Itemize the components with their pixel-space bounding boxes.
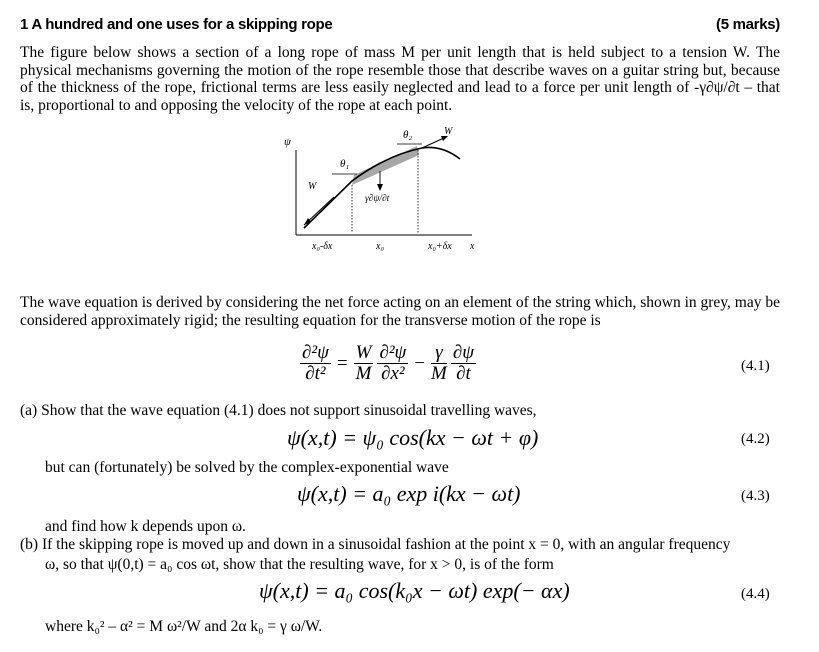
eq41-t4-den: ∂t [456,363,471,384]
part-a-mid: but can (fortunately) be solved by the complex-exponential wave [45,459,449,476]
eq41-t1-num: W [355,342,372,363]
equation-4-1 [298,343,478,384]
friction-label: γ∂ψ/∂t [365,194,390,204]
tick-x0: x₀ [376,241,384,252]
question-title: 1 A hundred and one uses for a skipping rope [20,16,333,33]
rope-curve [304,147,460,228]
equation-4-4: ψ(x,t) = a₀ cos(k₀x − ωt) exp(− αx) [259,578,570,603]
derivation-paragraph: The wave equation is derived by considering the net force acting on an element of the string which, shown in grey, may be considered approximately rigid; the resulting equation for the transverse motion of the rope is [20,294,780,329]
eq41-equals: = [336,352,348,374]
eq41-t2-den: ∂x² [381,363,405,384]
part-b-end: where k₀² – α² = M ω²/W and 2α k₀ = γ ω/W. [45,618,323,635]
eq42-number: (4.2) [741,431,770,447]
eq43-number: (4.3) [741,488,770,504]
eq41-number: (4.1) [741,358,770,374]
part-b-line2: ω, so that ψ(0,t) = a₀ cos ωt, show that the resulting wave, for x > 0, is of the form [45,556,554,573]
theta2-label: θ₂ [403,129,413,141]
part-a-end: and find how k depends upon ω. [45,518,246,535]
eq41-t2-num: ∂²ψ [379,342,407,363]
eq41-t4-num: ∂ψ [452,342,475,363]
theta1-label: θ₁ [340,158,350,170]
equation-4-2: ψ(x,t) = ψ₀ cos(kx − ωt + φ) [287,425,539,450]
tension-left-label: W [308,181,317,192]
equation-4-3: ψ(x,t) = a₀ exp i(kx − ωt) [297,481,521,506]
eq41-minus: − [414,352,426,374]
psi-axis-label: ψ [284,136,291,148]
part-a-text: (a) Show that the wave equation (4.1) does not support sinusoidal travelling waves, [20,402,537,419]
eq44-number: (4.4) [741,586,770,602]
tension-right-label: W [444,126,453,137]
eq41-t3-den: M [431,363,447,384]
arrow-head-icon [377,184,383,191]
eq41-lhs-num: ∂²ψ [302,342,329,363]
tick-x0-plus: x₀+δx [428,241,452,252]
rope-figure [282,125,492,260]
tick-x: x [470,241,475,252]
eq41-lhs-den: ∂t² [305,363,326,384]
marks-label: (5 marks) [716,16,781,33]
intro-paragraph: The figure below shows a section of a long rope of mass M per unit length that is held subject to a tension W. The physical mechanisms governing the motion of the rope resemble those that describe waves on a guitar string but, because of the thickness of the rope, frictional terms are less easily neglected and lead to a force per unit length of -γ∂ψ/∂t – that is, proportional to and opposing the velocity of the rope at each point. [20,44,780,114]
tick-x0-minus: x₀-δx [312,241,333,252]
part-b-line1: (b) If the skipping rope is moved up and down in a sinusoidal fashion at the point x = 0, with an angular frequency [20,536,731,553]
eq41-t3-num: γ [431,343,447,364]
eq41-t1-den: M [355,363,372,384]
